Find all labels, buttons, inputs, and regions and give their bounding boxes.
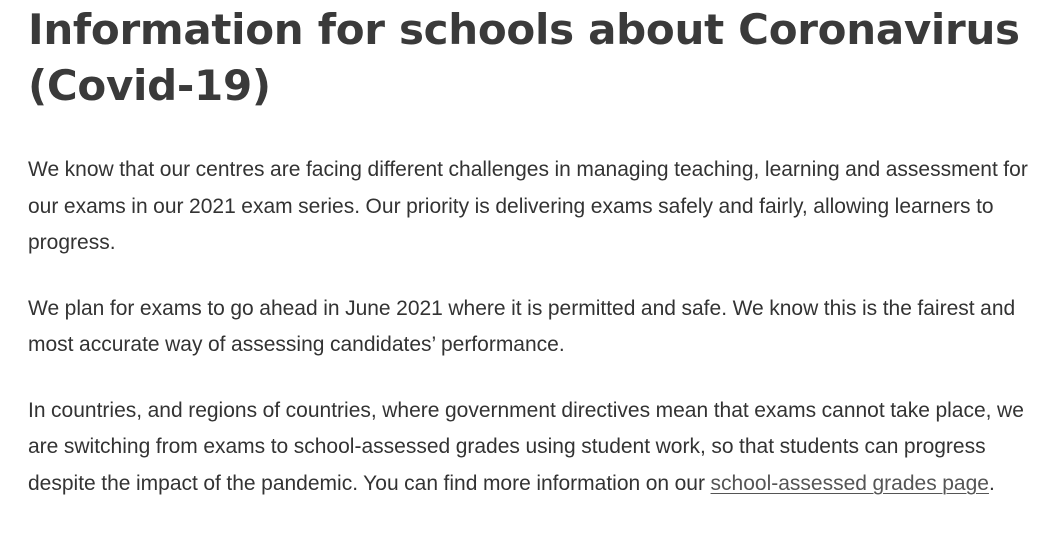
paragraph-end-punctuation: .: [988, 471, 995, 495]
article-content: [28, 0, 1043, 502]
intro-paragraph: We know that our centres are facing different challenges in managing teaching, learning and assessment for our exams in our 2021 exam series. Our priority is delivering exams safely and fairly, allowing learners to progress.: [28, 158, 1028, 254]
paragraph-text: In countries, and regions of countries, where government directives mean that exams cannot take place, we are switching from exams to school-assessed grades using student work, so that students can progress despite the impact of the pandemic. You can find more information on our: [28, 398, 1024, 495]
school-assessed-grades-paragraph: [28, 393, 1043, 503]
page-title: Information for schools about Coronavirus (Covid-19): [28, 5, 1020, 110]
school-assessed-grades-link[interactable]: school-assessed grades page: [710, 471, 989, 495]
exams-plan-paragraph: We plan for exams to go ahead in June 2021 where it is permitted and safe. We know this is the fairest and most accurate way of assessing candidates’ performance.: [28, 296, 1016, 356]
